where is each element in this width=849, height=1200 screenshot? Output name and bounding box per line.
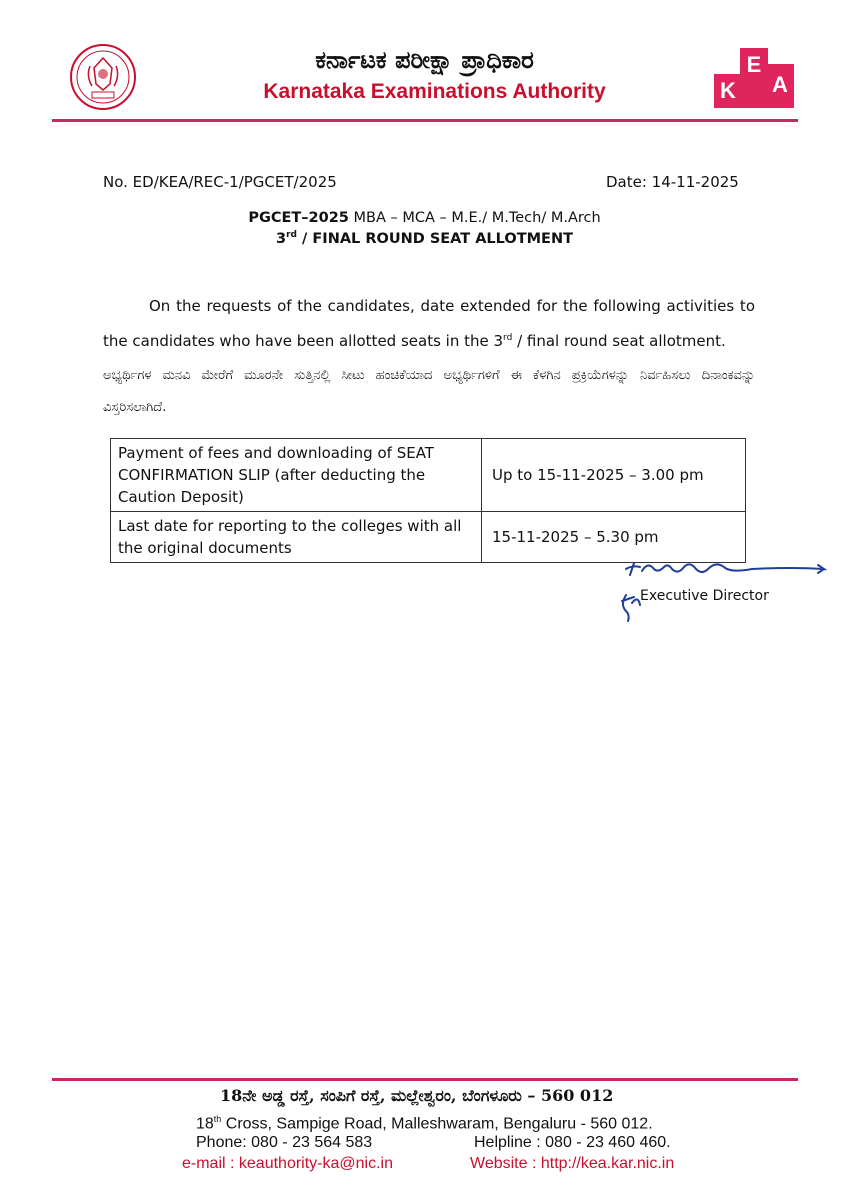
schedule-table [110,438,746,563]
phone-number: Phone: 080 - 23 564 583 [196,1134,373,1151]
svg-text:E: E [746,52,762,77]
deadline-cell: 15-11-2025 – 5.30 pm [482,512,746,563]
subject-round-suffix: rd [286,230,297,240]
helpline-number: Helpline : 080 - 23 460 460. [474,1134,671,1151]
email-link[interactable]: e-mail : keauthority-ka@nic.in [182,1155,393,1172]
address-kannada: 18ನೇ ಅಡ್ಡ ರಸ್ತೆ, ಸಂಪಿಗೆ ರಸ್ತೆ, ಮಲ್ಲೇಶ್ವರಂ, ಬೆಂಗಳೂರು – 560 012 [220,1086,614,1105]
activity-cell: Payment of fees and downloading of SEAT CONFIRMATION SLIP (after deducting the Caution Deposit) [111,439,482,512]
activity-cell: Last date for reporting to the colleges with all the original documents [111,512,482,563]
address-rest: Cross, Sampige Road, Malleshwaram, Bengaluru - 560 012. [221,1115,653,1133]
authority-title-english: Karnataka Examinations Authority [263,80,606,103]
address-number: 18 [196,1115,214,1133]
paragraph-text-end: / final round seat allotment. [512,332,726,350]
notice-date: Date: 14-11-2025 [606,173,739,191]
signatory-designation: Executive Director [640,588,769,604]
subject-line-1 [0,210,849,226]
notice-paragraph-kannada: ಅಭ್ಯರ್ಥಿಗಳ ಮನವಿ ಮೇರೆಗೆ ಮೂರನೇ ಸುತ್ತಿನಲ್ಲಿ ಸೀಟು ಹಂಚಿಕೆಯಾದ ಅಭ್ಯರ್ಥಿಗಳಿಗೆ ಈ ಕೆಳಗಿನ ಪ್ರಕ್ರಿಯೆಗಳನ್ನು ನಿರ್ವಹಿಸಲು ದಿನಾಂಕವನ್ನು ವಿಸ್ತರಿಸಲಾಗಿದೆ. [103,368,755,415]
header-divider [52,119,798,122]
reference-number: No. ED/KEA/REC-1/PGCET/2025 [103,173,337,191]
paragraph-suffix: rd [503,333,513,343]
svg-text:K: K [720,78,736,103]
deadline-cell: Up to 15-11-2025 – 3.00 pm [482,439,746,512]
paragraph-text: On the requests of the candidates, date extended for the following activities to the candidates who have been allotted seats in the 3 [103,297,755,350]
subject-round-number: 3 [276,230,287,247]
subject-line-2 [0,230,849,247]
authority-title-kannada: ಕರ್ನಾಟಕ ಪರೀಕ್ಷಾ ಪ್ರಾಧಿಕಾರ [315,46,534,74]
footer-divider [52,1078,798,1081]
website-link[interactable]: Website : http://kea.kar.nic.in [470,1155,675,1172]
address-suffix: th [213,1114,222,1124]
subject-courses: MBA – MCA – M.E./ M.Tech/ M.Arch [348,210,601,226]
svg-text:A: A [772,72,788,97]
subject-exam: PGCET–2025 [248,210,349,226]
kea-logo-icon [706,40,802,112]
address-english [196,1114,653,1133]
table-row [111,439,746,512]
subject-round-title: / FINAL ROUND SEAT ALLOTMENT [297,230,573,247]
notice-paragraph-english [103,290,755,357]
